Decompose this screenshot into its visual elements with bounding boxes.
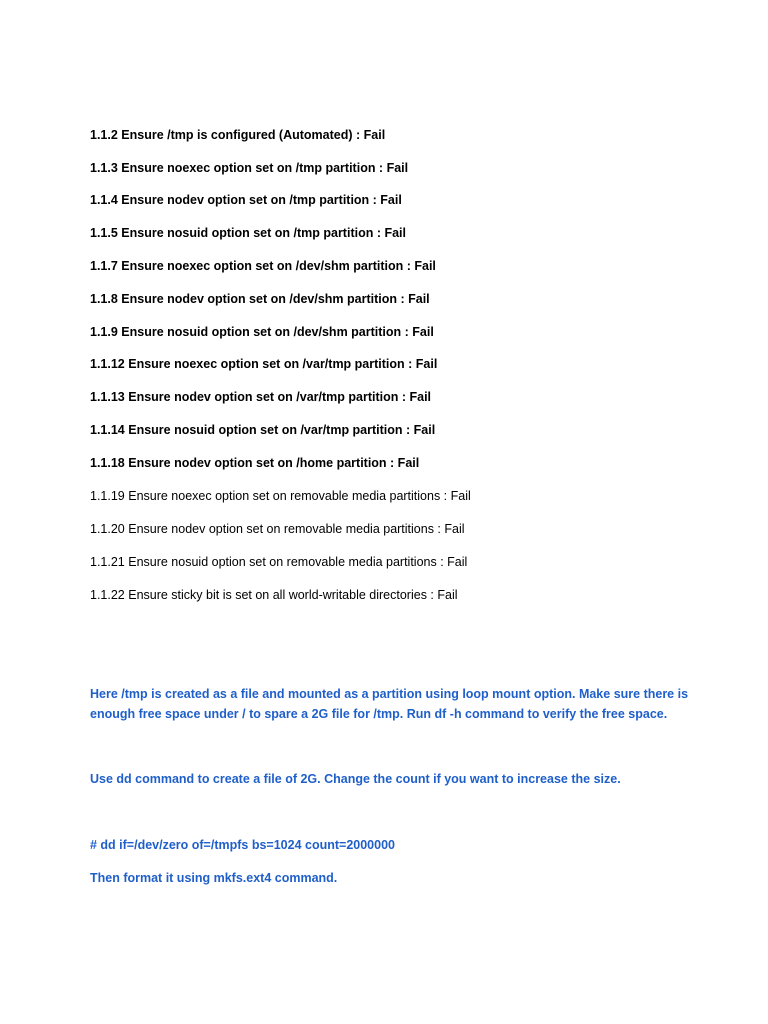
checklist-item: 1.1.5 Ensure nosuid option set on /tmp partition : Fail: [90, 226, 406, 240]
checklist-item: 1.1.20 Ensure nodev option set on removable media partitions : Fail: [90, 522, 465, 536]
dd-command: # dd if=/dev/zero of=/tmpfs bs=1024 count=2000000: [90, 838, 395, 852]
checklist-item: 1.1.14 Ensure nosuid option set on /var/tmp partition : Fail: [90, 423, 436, 437]
checklist-item: 1.1.13 Ensure nodev option set on /var/tmp partition : Fail: [90, 390, 432, 404]
format-instruction: Then format it using mkfs.ext4 command.: [90, 871, 338, 885]
checklist-item: 1.1.18 Ensure nodev option set on /home partition : Fail: [90, 456, 420, 470]
checklist-item: 1.1.19 Ensure noexec option set on removable media partitions : Fail: [90, 489, 471, 503]
checklist-item: 1.1.22 Ensure sticky bit is set on all world-writable directories : Fail: [90, 588, 458, 602]
dd-instruction: Use dd command to create a file of 2G. Change the count if you want to increase the size.: [90, 772, 621, 786]
checklist-item: 1.1.12 Ensure noexec option set on /var/tmp partition : Fail: [90, 357, 438, 371]
checklist-item: 1.1.21 Ensure nosuid option set on removable media partitions : Fail: [90, 555, 468, 569]
intro-note: Here /tmp is created as a file and mounted as a partition using loop mount option. Make sure there is enough free space under / to spare a 2G file for /tmp. Run df -h command to verify the free space.: [90, 687, 689, 721]
checklist-item: 1.1.4 Ensure nodev option set on /tmp partition : Fail: [90, 193, 402, 207]
checklist-item: 1.1.7 Ensure noexec option set on /dev/shm partition : Fail: [90, 259, 436, 273]
checklist-item: 1.1.2 Ensure /tmp is configured (Automated) : Fail: [90, 128, 386, 142]
checklist-item: 1.1.3 Ensure noexec option set on /tmp partition : Fail: [90, 161, 409, 175]
checklist-item: 1.1.8 Ensure nodev option set on /dev/shm partition : Fail: [90, 292, 430, 306]
checklist-item: 1.1.9 Ensure nosuid option set on /dev/shm partition : Fail: [90, 325, 434, 339]
